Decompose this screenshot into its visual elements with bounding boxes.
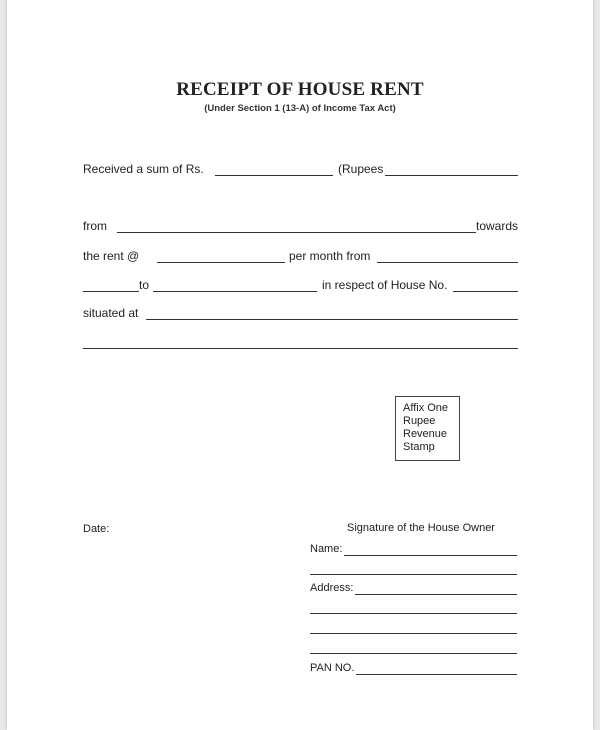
from-label: from xyxy=(83,219,107,233)
respect-label: in respect of House No. xyxy=(322,278,448,292)
house-number-blank[interactable] xyxy=(453,291,518,292)
towards-label: towards xyxy=(476,219,519,233)
page-subtitle: (Under Section 1 (13-A) of Income Tax Act) xyxy=(204,103,396,114)
rent-label: the rent @ xyxy=(83,249,140,263)
owner-address-blank[interactable] xyxy=(355,594,517,595)
rent-rate-blank[interactable] xyxy=(157,262,285,263)
stamp-line: Stamp xyxy=(403,441,435,453)
stamp-line: Revenue xyxy=(403,428,448,440)
pan-label: PAN NO. xyxy=(310,662,355,674)
owner-address-line-2[interactable] xyxy=(310,613,517,614)
rupees-label: (Rupees xyxy=(338,162,384,176)
amount-blank[interactable] xyxy=(215,175,333,176)
situated-label: situated at xyxy=(83,306,139,320)
pan-number-blank[interactable] xyxy=(356,674,517,675)
owner-address-line-4[interactable] xyxy=(310,653,517,654)
payer-name-blank[interactable] xyxy=(117,232,476,233)
period-end-blank[interactable] xyxy=(153,291,317,292)
address-label: Address: xyxy=(310,582,354,594)
period-start-cont-blank[interactable] xyxy=(83,291,139,292)
address-line-2-blank[interactable] xyxy=(83,348,518,349)
signature-label: Signature of the House Owner xyxy=(347,522,495,534)
owner-name-blank[interactable] xyxy=(344,555,517,556)
address-line-1-blank[interactable] xyxy=(146,319,518,320)
stamp-line: Rupee xyxy=(403,415,436,427)
owner-address-line-3[interactable] xyxy=(310,633,517,634)
page-title: RECEIPT OF HOUSE RENT xyxy=(176,79,424,100)
date-label: Date: xyxy=(83,523,110,535)
name-label: Name: xyxy=(310,543,343,555)
period-start-blank[interactable] xyxy=(377,262,518,263)
per-month-label: per month from xyxy=(289,249,371,263)
received-label: Received a sum of Rs. xyxy=(83,162,204,176)
to-label: to xyxy=(139,278,150,292)
owner-name-line-2[interactable] xyxy=(310,574,517,575)
stamp-line: Affix One xyxy=(403,402,449,414)
amount-in-words-blank[interactable] xyxy=(385,175,518,176)
revenue-stamp-box xyxy=(395,396,460,461)
